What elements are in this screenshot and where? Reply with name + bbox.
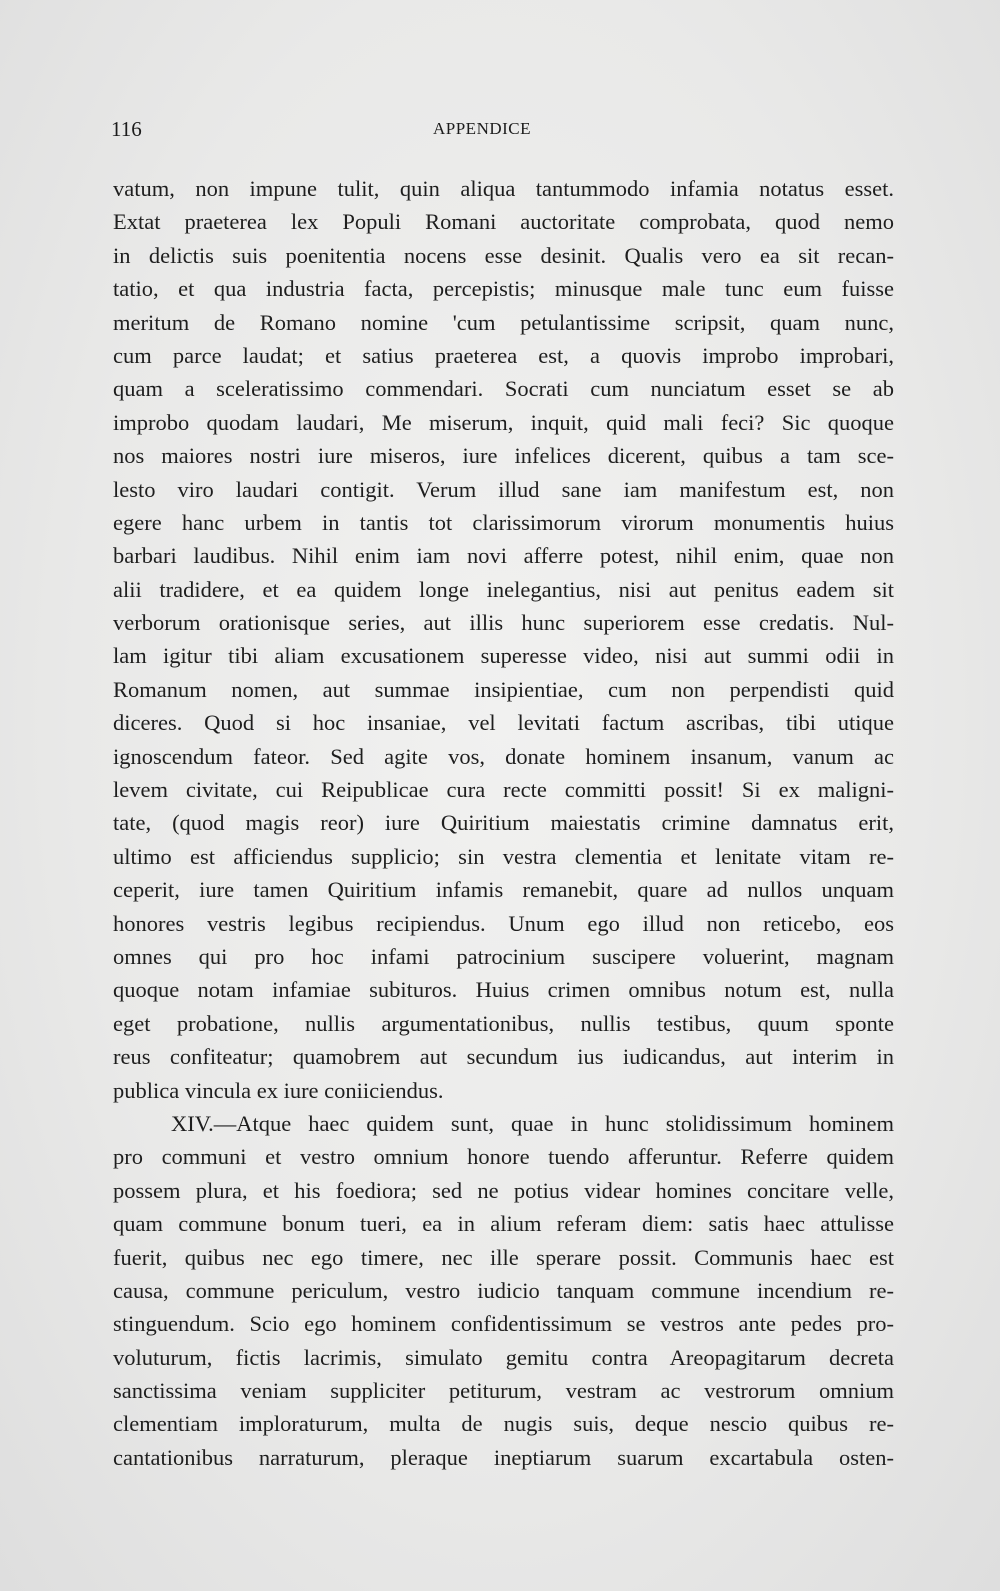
text-line: honores vestris legibus recipiendus. Unum ego illud non reticebo, eos (113, 910, 894, 936)
text-line: cum parce laudat; et satius praeterea est, a quovis improbo improbari, (113, 342, 894, 368)
text-line: ultimo est afficiendus supplicio; sin vestra clementia et lenitate vitam re- (113, 843, 894, 869)
text-line: tatio, et qua industria facta, percepistis; minusque male tunc eum fuisse (113, 276, 894, 302)
text-line: possem plura, et his foediora; sed ne potius videar homines concitare velle, (113, 1177, 894, 1203)
text-line: clementiam imploraturum, multa de nugis suis, deque nescio quibus re- (113, 1411, 894, 1437)
text-line: voluturum, fictis lacrimis, simulato gemitu contra Areopagitarum decreta (113, 1344, 894, 1370)
text-line: pro communi et vestro omnium honore tuendo afferuntur. Referre quidem (113, 1144, 894, 1170)
text-line: meritum de Romano nomine 'cum petulantissime scripsit, quam nunc, (113, 309, 894, 335)
text-line: alii tradidere, et ea quidem longe inelegantius, nisi aut penitus eadem sit (113, 576, 894, 602)
text-line: omnes qui pro hoc infami patrocinium suscipere voluerint, magnam (113, 943, 894, 969)
text-line: improbo quodam laudari, Me miserum, inquit, quid mali feci? Sic quoque (113, 409, 894, 435)
text-line: levem civitate, cui Reipublicae cura recte committi possit! Si ex maligni- (113, 777, 894, 803)
text-line: fuerit, quibus nec ego timere, nec ille sperare possit. Communis haec est (113, 1244, 894, 1270)
text-line: tate, (quod magis reor) iure Quiritium maiestatis crimine damnatus erit, (113, 810, 894, 836)
running-title: APPENDICE (433, 119, 532, 138)
text-line: ignoscendum fateor. Sed agite vos, donate hominem insanum, vanum ac (113, 743, 894, 769)
text-line: quam commune bonum tueri, ea in alium referam diem: satis haec attulisse (113, 1211, 894, 1237)
text-line: quoque notam infamiae subituros. Huius crimen omnibus notum est, nulla (113, 977, 894, 1003)
section-heading-line: XIV.—Atque haec quidem sunt, quae in hunc stolidissimum hominem (171, 1110, 894, 1136)
text-line: reus confiteatur; quamobrem aut secundum ius iudicandus, aut interim in (113, 1044, 894, 1070)
text-line: lam igitur tibi aliam excusationem superesse video, nisi aut summi odii in (113, 643, 894, 669)
text-line: cantationibus narraturum, pleraque ineptiarum suarum excartabula osten- (113, 1444, 894, 1470)
text-line: quam a sceleratissimo commendari. Socrati cum nunciatum esset se ab (113, 376, 894, 402)
text-line: causa, commune periculum, vestro iudicio tanquam commune incendium re- (113, 1277, 894, 1303)
page-header (111, 117, 891, 141)
text-line: stinguendum. Scio ego hominem confidentissimum se vestros ante pedes pro- (113, 1311, 894, 1337)
page-number: 116 (111, 117, 142, 141)
text-line: in delictis suis poenitentia nocens esse desinit. Qualis vero ea sit recan- (113, 242, 894, 268)
text-line: eget probatione, nullis argumentationibus, nullis testibus, quum sponte (113, 1010, 894, 1036)
text-line: barbari laudibus. Nihil enim iam novi afferre potest, nihil enim, quae non (113, 543, 894, 569)
text-line: Romanum nomen, aut summae insipientiae, cum non perpendisti quid (113, 676, 894, 702)
text-line: Extat praeterea lex Populi Romani auctoritate comprobata, quod nemo (113, 209, 894, 235)
text-line: verborum orationisque series, aut illis hunc superiorem esse credatis. Nul- (113, 610, 894, 636)
text-line: vatum, non impune tulit, quin aliqua tantummodo infamia notatus esset. (113, 176, 894, 201)
paragraph-end-line: publica vincula ex iure coniiciendus. (113, 1077, 444, 1103)
text-line: lesto viro laudari contigit. Verum illud sane iam manifestum est, non (113, 476, 894, 502)
text-line: egere hanc urbem in tantis tot clarissimorum virorum monumentis huius (113, 509, 894, 535)
text-line: diceres. Quod si hoc insaniae, vel levitati factum ascribas, tibi utique (113, 710, 894, 736)
text-line: ceperit, iure tamen Quiritium infamis remanebit, quare ad nullos unquam (113, 877, 894, 903)
text-line: sanctissima veniam suppliciter petiturum, vestram ac vestrorum omnium (113, 1378, 894, 1404)
text-line: nos maiores nostri iure miseros, iure infelices dicerent, quibus a tam sce- (113, 443, 894, 469)
body-text (113, 172, 894, 1474)
